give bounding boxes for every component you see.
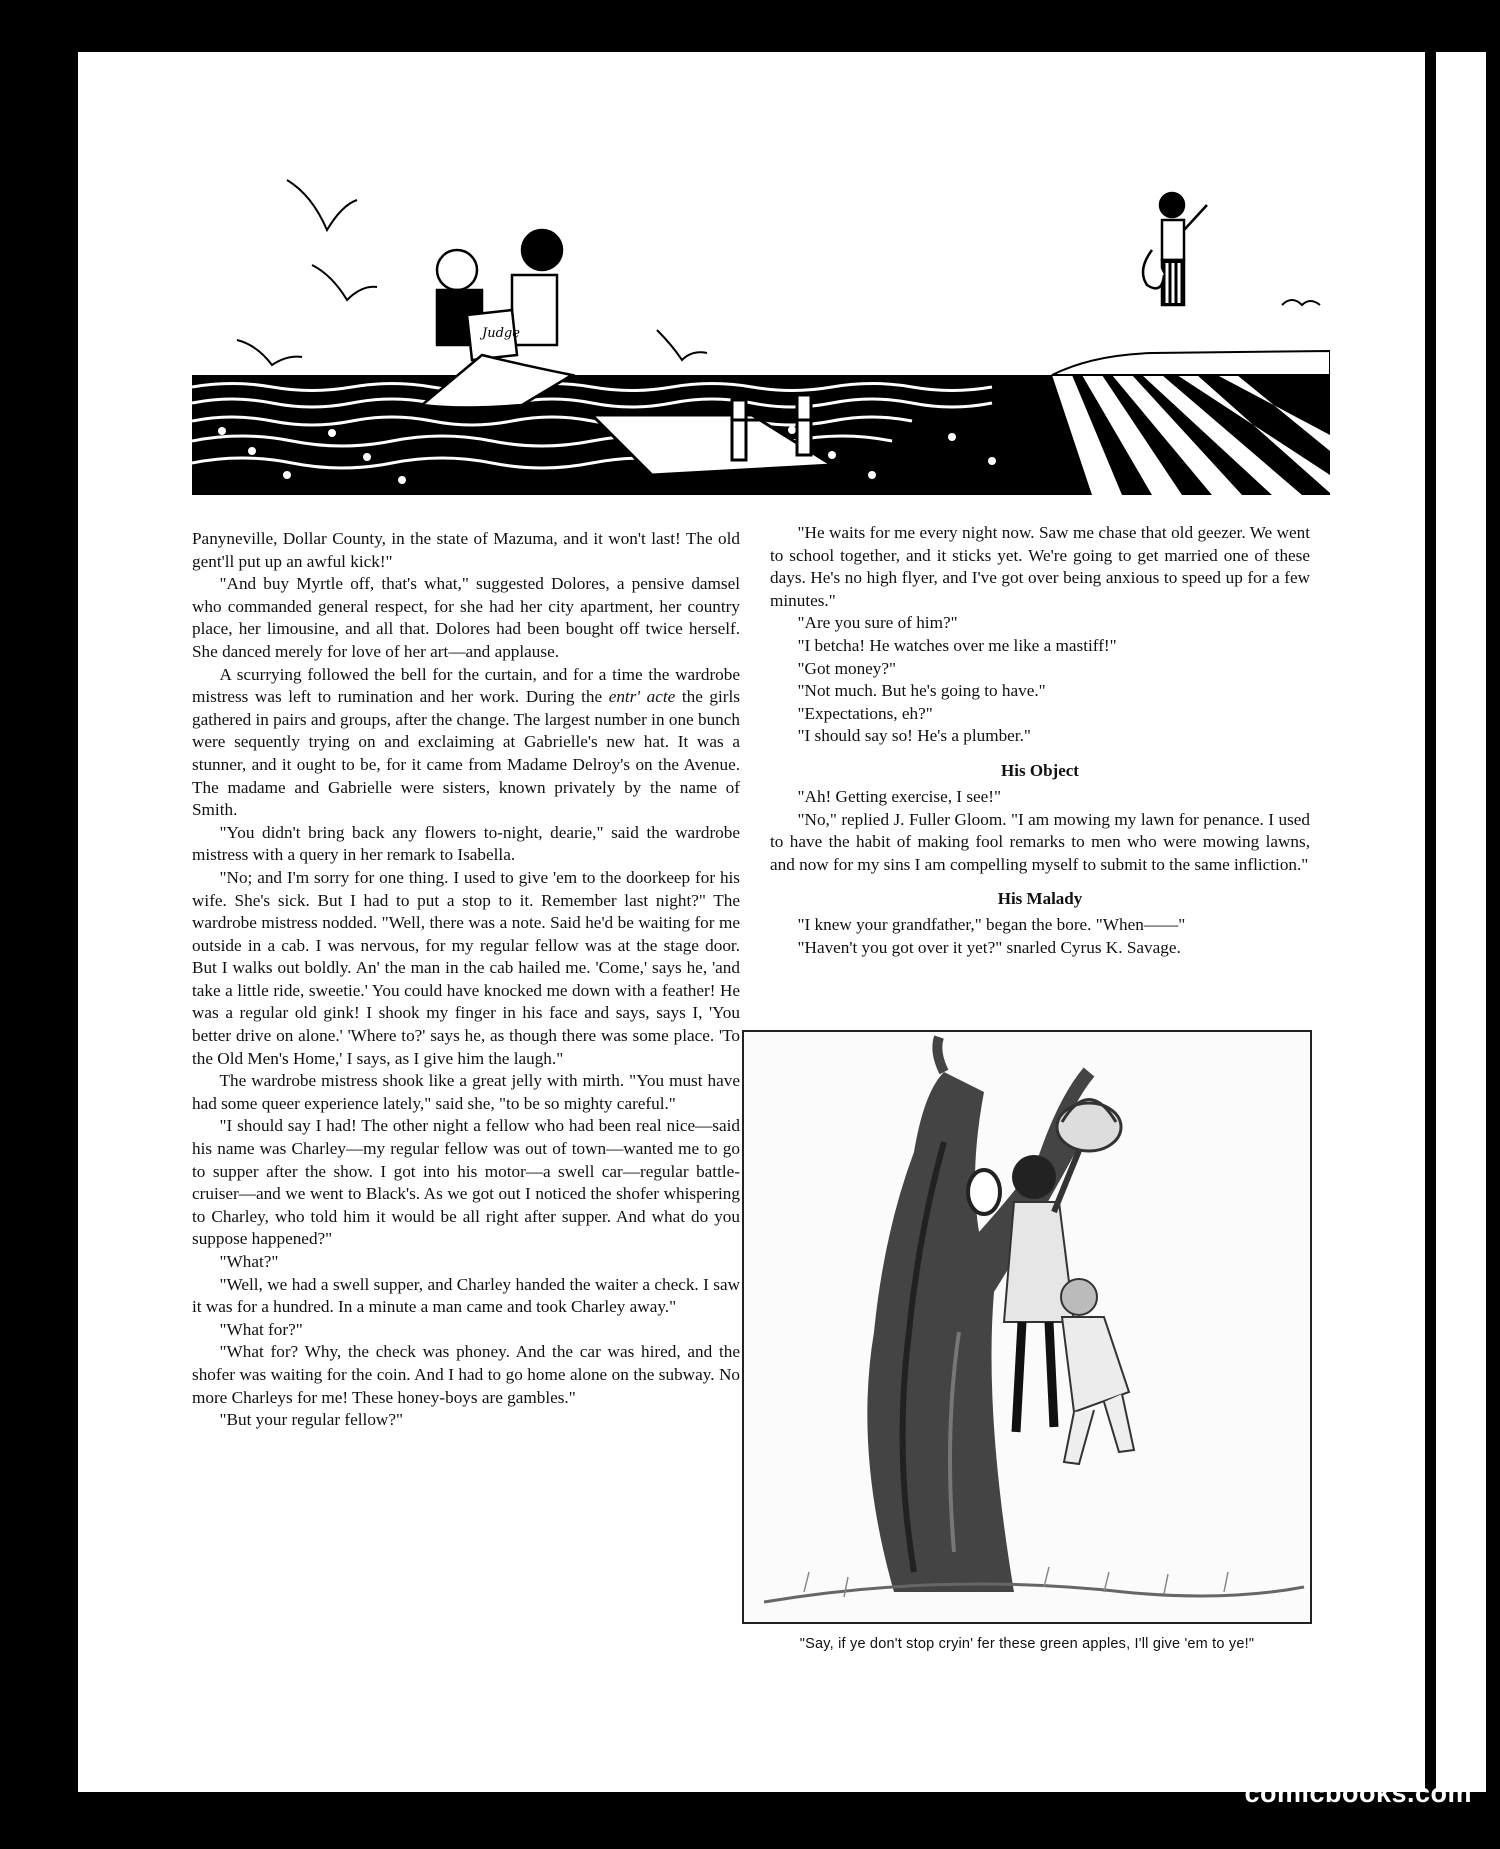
paragraph: "Not much. But he's going to have." — [797, 681, 1046, 701]
paragraph: "No; and I'm sorry for one thing. I used to give 'em to the doorkeep for his wife. She's sick. But I had to put a stop to it. Remember last night?" The wardrobe mistress nodded. "Well, there was a note. Said he'd be waiting for me outside in a cab. I was nervous, for my regular fellow was at the stage door. But I walks out boldly. An' the man in the cab hailed me. 'Come,' says he, 'and take a little ride, sweetie.' You could have knocked me down with a feather! He was a regular old gink! I shook my finger in his face and says, says I, 'You better drive on alone.' 'Where to?' says he, as though there was some place. 'To the Old Men's Home,' I says, as I give him the laugh." — [192, 867, 740, 1068]
paragraph: "I should say I had! The other night a fellow who had been real nice—said his name was Charley—my regular fellow was out of town—wanted me to go to supper after the show. I got into his motor—a swell car—regular battle-cruiser—and we went to Black's. As we got out I noticed the shofer whispering to Charley, who told him it would be all right after supper. And what do you suppose happened?" — [192, 1116, 740, 1249]
tree-children-illustration — [742, 1030, 1312, 1624]
site-watermark: comicbooks.com — [1244, 1778, 1472, 1808]
paragraph: "Expectations, eh?" — [797, 703, 933, 723]
paragraph: The wardrobe mistress shook like a great jelly with mirth. "You must have had some queer experience lately," said she, "to be so mighty careful." — [192, 1071, 740, 1113]
section-heading-his-object: His Object — [1001, 760, 1079, 780]
paragraph: "But your regular fellow?" — [219, 1410, 403, 1430]
section-heading-his-malady: His Malady — [997, 889, 1083, 909]
paragraph: "And buy Myrtle off, that's what," suggested Dolores, a pensive damsel who commanded general respect, for she had her city apartment, her country place, her limousine, and all that. Dolores had been bought off twice herself. She danced merely for love of her art—and applause. — [192, 574, 740, 661]
illustration-caption: "Say, if ye don't stop cryin' fer these green apples, I'll give 'em to ye!" — [799, 1636, 1255, 1652]
paragraph: A scurrying followed the bell for the curtain, and for a time the wardrobe mistress was left to rumination and her work. During the entr' acte the girls gathered in pairs and groups, after the change. The largest number in one bunch were sequently trying on and exclaiming at Gabrielle's new hat. It was a stunner, and it ought to be, for it came from Madame Delroy's on the Avenue. The madame and Gabrielle were sisters, known privately by the name of Smith. — [192, 664, 740, 820]
next-page-edge — [1436, 52, 1486, 1792]
paragraph: "Got money?" — [797, 658, 897, 678]
paragraph: "He waits for me every night now. Saw me chase that old geezer. We went to school together, and it sticks yet. We're going to get married one of these days. He's no high flyer, and I've got over being anxious to speed up for a few minutes." — [770, 523, 1310, 610]
italic-phrase: entr' acte — [608, 687, 676, 707]
paragraph: "I knew your grandfather," began the bore. "When——" — [797, 915, 1186, 935]
paragraph: "What for?" — [219, 1319, 303, 1339]
paragraph: Panyneville, Dollar County, in the state of Mazuma, and it won't last! The old gent'll put up an awful kick!" — [192, 529, 740, 571]
beach-illustration — [192, 175, 1330, 495]
right-text-column — [770, 522, 1310, 960]
paragraph: "I betcha! He watches over me like a mastiff!" — [797, 635, 1117, 655]
paragraph: "Well, we had a swell supper, and Charley handed the waiter a check. I saw it was for a hundred. In a minute a man came and took Charley away." — [192, 1274, 740, 1317]
paragraph: "Are you sure of him?" — [797, 613, 958, 633]
paragraph: "What for? Why, the check was phoney. And the car was hired, and the shofer was waiting for the coin. And I had to go home alone on the subway. No more Charleys for me! These honey-boys are gambles." — [192, 1342, 740, 1407]
paragraph: "You didn't bring back any flowers to-night, dearie," said the wardrobe mistress with a query in her remark to Isabella. — [192, 822, 740, 865]
paragraph: "Haven't you got over it yet?" snarled Cyrus K. Savage. — [797, 937, 1181, 957]
book-title: Judge — [482, 326, 520, 341]
paragraph: "What?" — [219, 1252, 279, 1271]
paragraph: "I should say so! He's a plumber." — [797, 726, 1031, 746]
paragraph: "Ah! Getting exercise, I see!" — [797, 786, 1002, 806]
paragraph: "No," replied J. Fuller Gloom. "I am mowing my lawn for penance. I used to have the habit of making fool remarks to men who were mowing lawns, and now for my sins I am compelling myself to submit to the same infliction." — [770, 809, 1310, 874]
left-text-column — [192, 528, 740, 1432]
